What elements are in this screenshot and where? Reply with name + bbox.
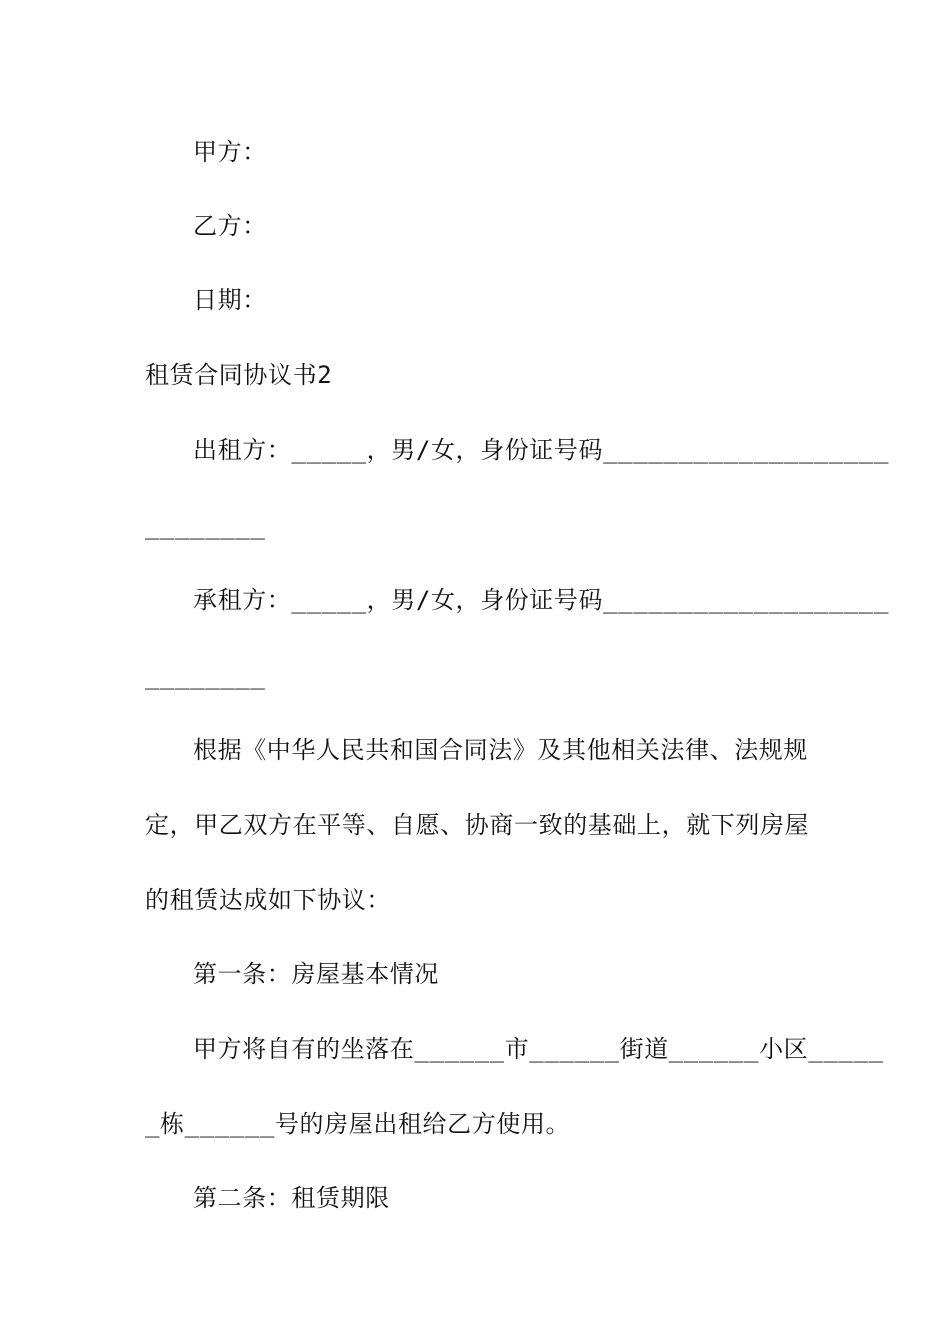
lessee-line: 承租方：_____，男/女，身份证号码___________________: [193, 586, 890, 614]
article-1-line: 甲方将自有的坐落在______市______街道______小区_____: [193, 1035, 884, 1063]
lessee-line-continuation: ________: [145, 662, 266, 690]
lessor-line-continuation: ________: [145, 512, 266, 540]
paragraph-line: 的租赁达成如下协议：: [145, 886, 391, 914]
lessor-line: 出租方：_____，男/女，身份证号码___________________: [193, 436, 890, 464]
article-1-heading: 第一条：房屋基本情况: [193, 960, 439, 988]
party-b-label: 乙方：: [193, 212, 267, 240]
document-title: 租赁合同协议书2: [145, 361, 333, 389]
paragraph-line: 定，甲乙双方在平等、自愿、协商一致的基础上，就下列房屋: [145, 811, 810, 839]
date-label: 日期：: [193, 286, 267, 314]
article-2-heading: 第二条：租赁期限: [193, 1184, 390, 1212]
party-a-label: 甲方：: [193, 138, 267, 166]
article-1-line: _栋______号的房屋出租给乙方使用。: [145, 1110, 571, 1138]
paragraph-line: 根据《中华人民共和国合同法》及其他相关法律、法规规: [193, 736, 808, 764]
